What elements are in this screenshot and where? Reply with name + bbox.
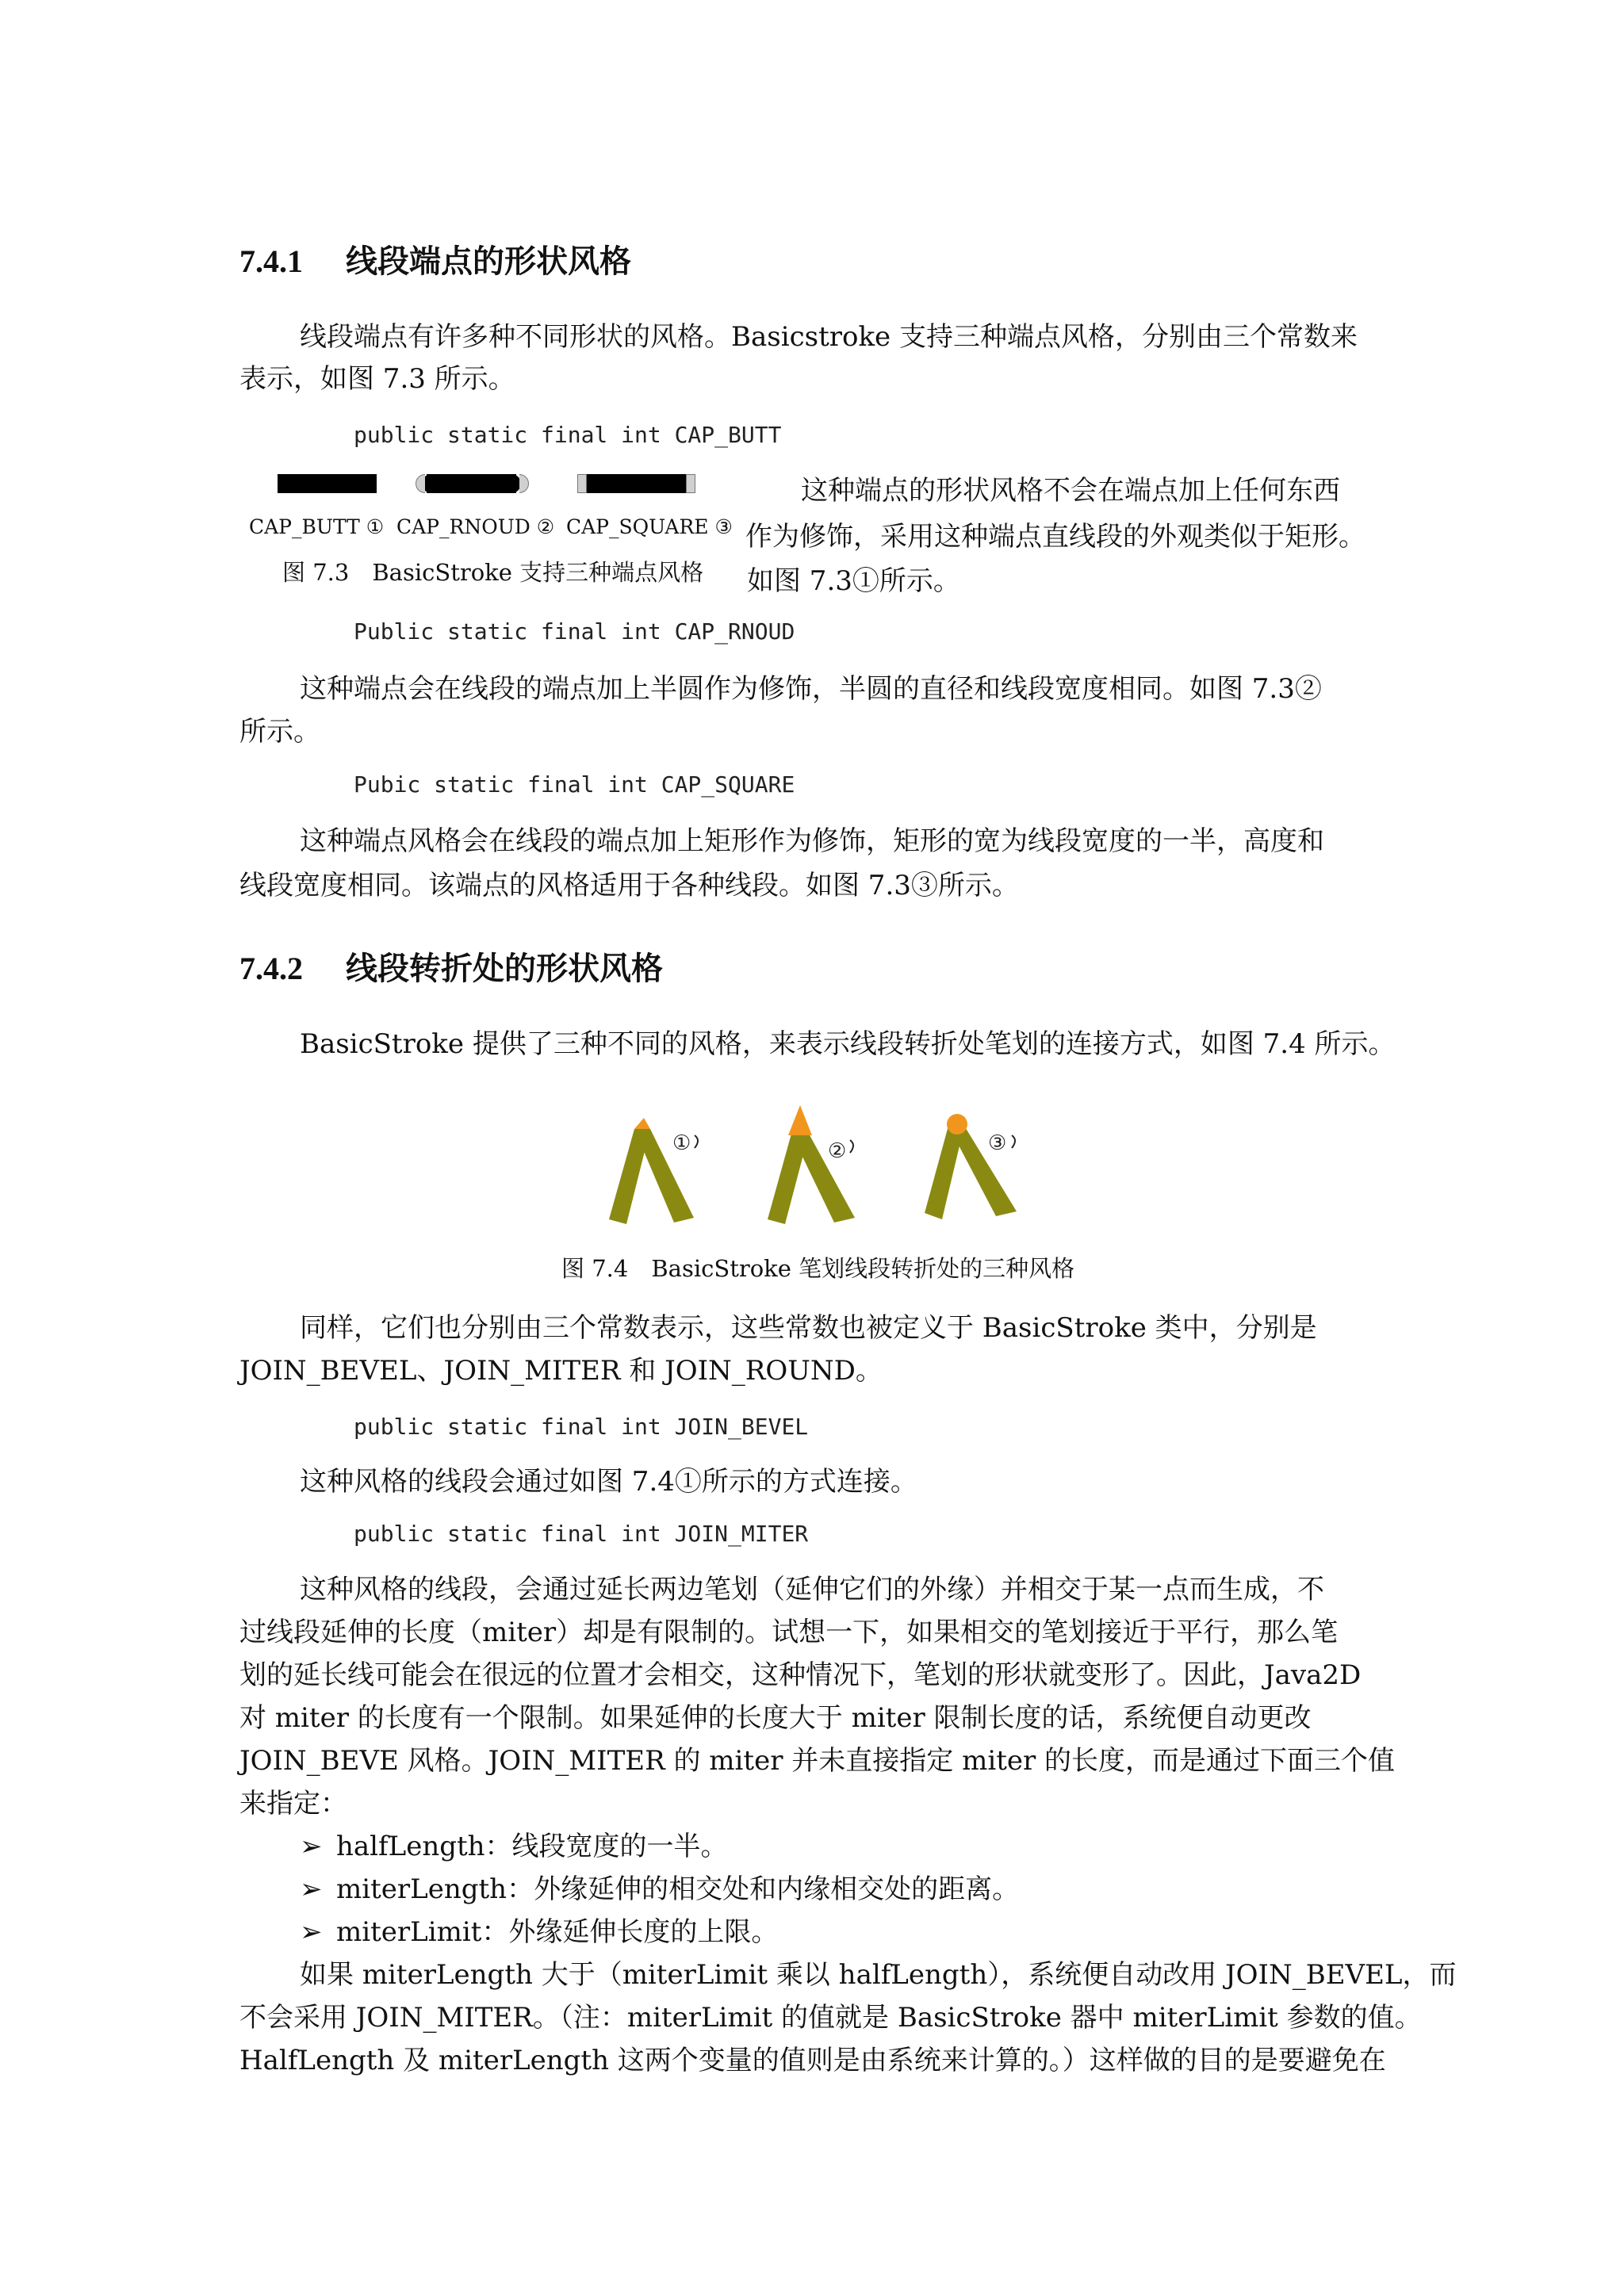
- cap-square-label: CAP_SQUARE ③: [566, 515, 733, 538]
- figure-caption-7-3: 图 7.3 BasicStroke 支持三种端点风格: [282, 559, 704, 586]
- figure-caption-7-4: 图 7.4 BasicStroke 笔划线段转折处的三种风格: [561, 1255, 1075, 1282]
- paragraph-line: JOIN_BEVEL、JOIN_MITER 和 JOIN_ROUND。: [239, 1355, 883, 1387]
- paragraph-line: 划的延长线可能会在很远的位置才会相交，这种情况下，笔划的形状就变形了。因此，Java2D: [239, 1659, 1362, 1691]
- code-line-join-miter: public static final int JOIN_MITER: [354, 1521, 809, 1547]
- paragraph-line: 这种端点的形状风格不会在端点加上任何东西: [801, 475, 1340, 507]
- bullet-arrow-icon: ➢: [300, 1831, 323, 1862]
- paragraph-line: 这种风格的线段，会通过延长两边笔划（延伸它们的外缘）并相交于某一点而生成，不: [300, 1574, 1324, 1605]
- cap-square-stroke: [587, 474, 686, 493]
- bullet-item: [300, 1825, 728, 1869]
- paragraph-line: 这种风格的线段会通过如图 7.4①所示的方式连接。: [300, 1466, 917, 1498]
- code-line-cap-butt: public static final int CAP_BUTT: [354, 422, 782, 448]
- bullet-item: [300, 1868, 1019, 1911]
- paragraph-line: BasicStroke 提供了三种不同的风格，来表示线段转折处笔划的连接方式，如图 7.4 所示。: [300, 1028, 1396, 1060]
- code-line-join-bevel: public static final int JOIN_BEVEL: [354, 1414, 809, 1440]
- paragraph-line: 过线段延伸的长度（miter）却是有限制的。试想一下，如果相交的笔划接近于平行，那么笔: [239, 1617, 1339, 1648]
- bullet-item: [300, 1911, 778, 1954]
- paragraph-line: 对 miter 的长度有一个限制。如果延伸的长度大于 miter 限制长度的话，系统便自动更改: [239, 1702, 1312, 1734]
- join-bevel-mark: ①: [672, 1131, 691, 1155]
- paragraph-line: 这种端点风格会在线段的端点加上矩形作为修饰，矩形的宽为线段宽度的一半，高度和: [300, 825, 1324, 857]
- paragraph-line: 作为修饰，采用这种端点直线段的外观类似于矩形。: [745, 521, 1365, 553]
- paragraph-line: 来指定：: [239, 1788, 347, 1820]
- figure-cap-styles: [238, 466, 745, 593]
- section-number: 7.4.2: [239, 951, 303, 986]
- paragraph-line: 表示，如图 7.3 所示。: [239, 363, 515, 395]
- cap-round-label: CAP_RNOUD ②: [396, 515, 555, 538]
- paragraph-line: 线段端点有许多种不同形状的风格。Basicstroke 支持三种端点风格，分别由三个常数来: [300, 321, 1358, 353]
- bullet-arrow-icon: ➢: [300, 1873, 323, 1905]
- section-title: 线段端点的形状风格: [346, 243, 631, 280]
- join-bevel-diagram: [609, 1118, 698, 1224]
- paragraph-line: 如果 miterLength 大于（miterLimit 乘以 halfLength），系统便自动改用 JOIN_BEVEL，而: [300, 1959, 1457, 1991]
- paragraph-line: 线段宽度相同。该端点的风格适用于各种线段。如图 7.3③所示。: [239, 870, 1019, 901]
- paragraph-line: JOIN_BEVE 风格。JOIN_MITER 的 miter 并未直接指定 miter 的长度，而是通过下面三个值: [239, 1745, 1396, 1777]
- cap-round-body: [427, 474, 516, 493]
- cap-butt-stroke: [278, 474, 377, 493]
- paragraph-line: 不会采用 JOIN_MITER。（注：miterLimit 的值就是 BasicStroke 器中 miterLimit 参数的值。: [239, 2002, 1422, 2034]
- section-heading-7-4-1: [239, 241, 631, 282]
- bullet-text: miterLength：外缘延伸的相交处和内缘相交处的距离。: [336, 1873, 1020, 1905]
- join-round-mark: ③: [988, 1131, 1007, 1155]
- join-miter-diagram: [768, 1105, 855, 1224]
- paragraph-line: 这种端点会在线段的端点加上半圆作为修饰，半圆的直径和线段宽度相同。如图 7.3②: [300, 673, 1322, 705]
- section-heading-7-4-2: [239, 948, 663, 989]
- paragraph-line: 如图 7.3①所示。: [747, 565, 960, 597]
- figure-join-styles: [603, 1102, 1031, 1229]
- cap-square-right-end: [686, 474, 695, 493]
- paragraph-line: 所示。: [239, 716, 320, 748]
- cap-butt-label: CAP_BUTT ①: [249, 515, 385, 538]
- paragraph-line: HalfLength 及 miterLength 这两个变量的值则是由系统来计算的。）这样做的目的是要避免在: [239, 2045, 1386, 2076]
- bullet-text: miterLimit：外缘延伸长度的上限。: [336, 1916, 779, 1948]
- join-miter-mark: ②: [828, 1139, 847, 1163]
- paragraph-line: 同样，它们也分别由三个常数表示，这些常数也被定义于 BasicStroke 类中，分别是: [300, 1312, 1317, 1344]
- section-number: 7.4.1: [239, 243, 303, 279]
- cap-square-left-end: [577, 474, 587, 493]
- section-title: 线段转折处的形状风格: [346, 951, 663, 987]
- bullet-arrow-icon: ➢: [300, 1916, 323, 1948]
- bullet-text: halfLength：线段宽度的一半。: [336, 1831, 728, 1862]
- join-round-diagram: [925, 1114, 1017, 1219]
- code-line-cap-square: Pubic static final int CAP_SQUARE: [354, 771, 795, 798]
- code-line-cap-round: Public static final int CAP_RNOUD: [354, 618, 795, 645]
